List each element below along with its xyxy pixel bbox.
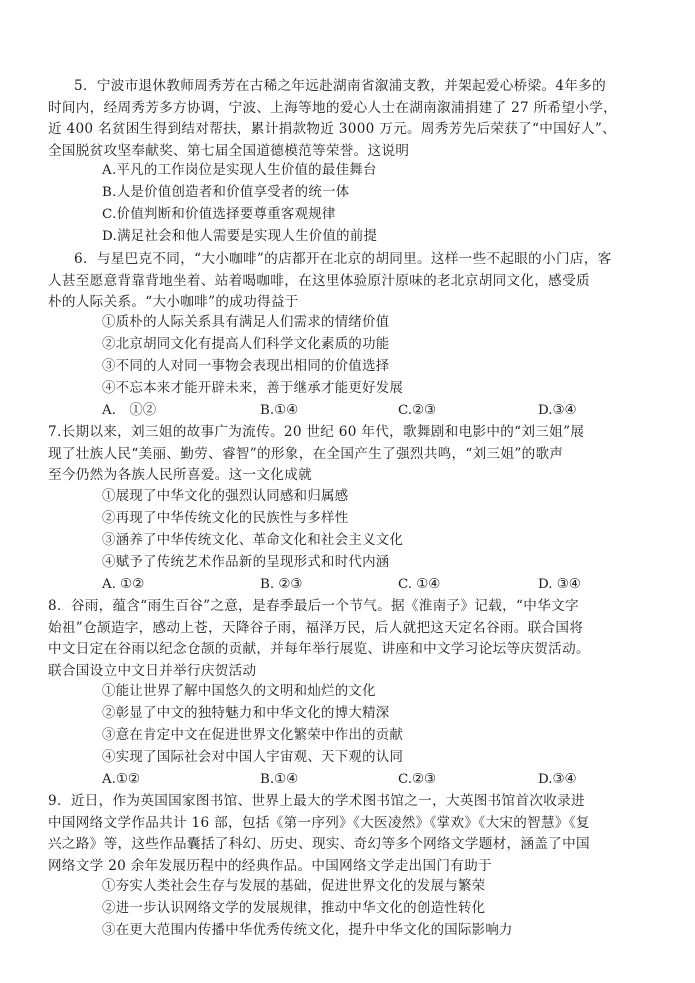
question-7-item-1: ①展现了中华文化的强烈认同感和归属感 [102, 489, 349, 504]
question-5-line-3: 近 400 名贫困生得到结对帮扶，累计捐款物近 3000 万元。周秀芳先后荣获了“中国好人”、 [48, 121, 617, 137]
question-6-stem [48, 249, 640, 314]
question-6-item-1: ①质朴的人际关系具有满足人们需求的情绪价值 [102, 315, 390, 330]
question-8-line-3: 中文日定在谷雨以纪念仓颉的贡献，并每年举行展览、讲座和中文学习论坛等庆贺活动。 [48, 641, 590, 657]
question-5-line-4: 全国脱贫攻坚奉献奖、第七届全国道德模范等荣誉。这说明 [48, 142, 410, 159]
question-5-option-a: A.平凡的工作岗位是实现人生价值的最佳舞台 [102, 163, 377, 178]
question-7-item-4: ④赋予了传统艺术作品新的呈现形式和时代内涵 [102, 555, 390, 570]
question-5-option-d: D.满足社会和他人需要是实现人生价值的前提 [102, 229, 378, 244]
question-7-line-3: 至今仍然为各族人民所喜爱。这一文化成就 [48, 467, 312, 483]
question-9-item-1: ①夯实人类社会生存与发展的基础，促进世界文化的发展与繁荣 [102, 879, 486, 894]
question-6-line-3: 朴的人际关系。“大小咖啡”的成功得益于 [48, 294, 299, 310]
question-7-choice-c: C. ①④ [398, 577, 441, 592]
question-8-line-2: 始祖”仓颉造字，感动上苍，天降谷子雨，福泽万民，后人就把这天定名谷雨。联合国将 [48, 619, 584, 636]
question-8-item-4: ④实现了国际社会对中国人宇宙观、天下观的认同 [102, 750, 404, 765]
question-9-stem [48, 791, 640, 877]
question-9-line-3: 兴之路》等，这些作品囊括了科幻、历史、现实、奇幻等多个网络文学题材，涵盖了中国 [48, 836, 590, 852]
question-5-option-c: C.价值判断和价值选择要尊重客观规律 [102, 207, 336, 222]
question-7-stem [48, 422, 640, 487]
question-9-line-2: 中国网络文学作品共计 16 部，包括《第一序列》《大医凌然》《掌欢》《大宋的智慧》《复 [48, 814, 590, 831]
question-5-stem [48, 76, 640, 162]
question-6-item-3: ③不同的人对同一事物会表现出相同的价值选择 [102, 359, 390, 374]
question-7-line-1: 7.长期以来，刘三姐的故事广为流传。20 世纪 60 年代，歌舞剧和电影中的“刘三姐”展 [48, 424, 585, 440]
question-8-item-3: ③意在肯定中文在促进世界文化繁荣中作出的贡献 [102, 728, 404, 743]
question-5-line-2: 时间内，经周秀芳多方协调，宁波、上海等地的爱心人士在湖南溆浦捐建了 27 所希望小学， [48, 99, 617, 116]
question-7-line-2: 现了壮族人民“美丽、勤劳、睿智”的形象，在全国产生了强烈共鸣，“刘三姐”的歌声 [48, 445, 564, 462]
question-9-line-1: 9．近日，作为英国国家图书馆、世界上最大的学术图书馆之一，大英图书馆首次收录进 [48, 793, 585, 809]
question-7-choices [102, 574, 632, 596]
question-8-item-2: ②彰显了中文的独特魅力和中华文化的博大精深 [102, 706, 390, 721]
question-8-choices [102, 769, 632, 791]
question-6-item-4: ④不忘本来才能开辟未来，善于继承才能更好发展 [102, 381, 404, 396]
question-8-choice-c: C.②③ [398, 772, 437, 787]
question-8-stem [48, 596, 640, 682]
question-8-choice-b: B.①④ [260, 772, 299, 787]
question-8-choice-a: A.①② [102, 772, 140, 787]
question-6-choice-a: A. ①② [102, 403, 157, 418]
question-6-line-1: 6．与星巴克不同，“大小咖啡”的店都开在北京的胡同里。这样一些不起眼的小门店，客 [74, 251, 612, 267]
question-6-choices [102, 400, 632, 422]
question-6-choice-c: C.②③ [398, 403, 437, 418]
question-8-choice-d: D.③④ [538, 772, 577, 787]
question-7-choice-d: D. ③④ [538, 577, 581, 592]
question-5-line-1: 5．宁波市退休教师周秀芳在古稀之年远赴湖南省溆浦支教，并架起爱心桥梁。4年多的 [74, 78, 606, 94]
question-9-item-2: ②进一步认识网络文学的发展规律，推动中华文化的创造性转化 [102, 901, 486, 916]
question-6-choice-d: D.③④ [538, 403, 577, 418]
question-9-line-4: 网络文学 20 余年发展历程中的经典作品。中国网络文学走出国门有助于 [48, 857, 492, 874]
question-7-item-3: ③涵养了中华传统文化、革命文化和社会主义文化 [102, 533, 404, 548]
question-8-item-1: ①能让世界了解中国悠久的文明和灿烂的文化 [102, 684, 376, 699]
question-8-line-4: 联合国设立中文日并举行庆贺活动 [48, 662, 257, 679]
question-9-item-3: ③在更大范围内传播中华优秀传统文化，提升中华文化的国际影响力 [102, 923, 513, 938]
question-7-item-2: ②再现了中华传统文化的民族性与多样性 [102, 511, 349, 526]
question-7-choice-a: A. ①② [102, 577, 145, 592]
question-8-line-1: 8．谷雨，蕴含“雨生百谷”之意，是春季最后一个节气。据《淮南子》记载，“中华文字 [48, 598, 579, 614]
question-7-choice-b: B. ②③ [260, 577, 303, 592]
question-6-item-2: ②北京胡同文化有提高人们科学文化素质的功能 [102, 337, 390, 352]
question-6-line-2: 人甚至愿意背靠背地坐着、站着喝咖啡，在这里体验原汁原味的老北京胡同文化，感受质 [48, 272, 590, 289]
question-6-choice-b: B.①④ [260, 403, 299, 418]
question-5-option-b: B.人是价值创造者和价值享受者的统一体 [102, 185, 350, 200]
